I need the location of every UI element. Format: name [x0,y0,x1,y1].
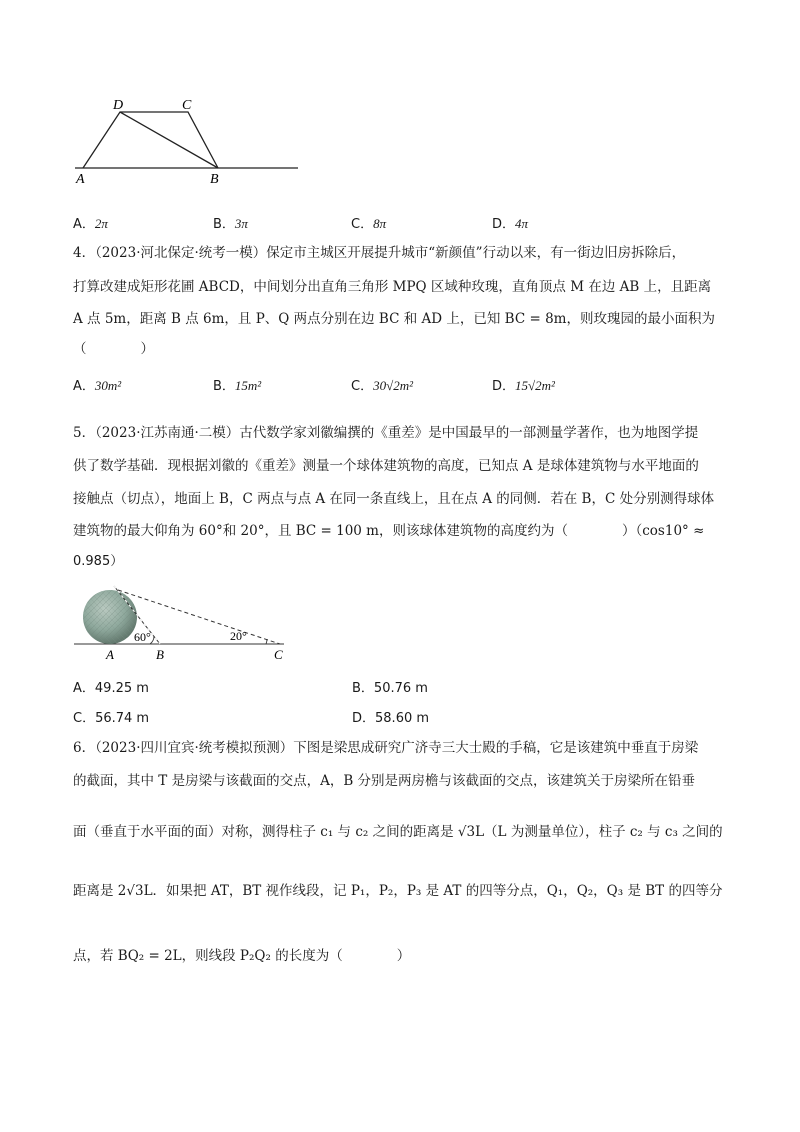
sphere-figure [70,578,300,662]
q5-line-1: 5．（2023·江苏南通·二模）古代数学家刘徽编撰的《重差》是中国最早的一部测量学著作，也为地图学提 [73,425,699,441]
q4-option-d[interactable]: D．15√2m² [492,378,555,394]
q3-option-d[interactable]: D．4π [492,216,529,232]
label-c: C [274,647,283,662]
q3-option-a[interactable]: A．2π [73,216,108,232]
q4-option-c[interactable]: C．30√2m² [351,378,413,394]
q4-line-2: 打算改建成矩形花圃 ABCD，中间划分出直角三角形 MPQ 区域种玫瑰，直角顶点 M 在边 AB 上，且距离 [73,279,712,295]
q5-line-4: 建筑物的最大仰角为 60°和 20°，且 BC = 100 m，则该球体建筑物的高度约为（ ）（cos10° ≈ [73,523,705,539]
angle-20-label: 20° [230,629,247,643]
q3-option-c[interactable]: C．8π [351,216,387,232]
label-d: D [113,98,124,113]
q5-line-5: 0.985） [73,554,124,569]
q6-line-3: 面（垂直于水平面的面）对称，测得柱子 c₁ 与 c₂ 之间的距离是 √3L（L 为测量单位），柱子 c₂ 与 c₃ 之间的 [73,824,723,840]
q6-line-4: 距离是 2√3L．如果把 AT，BT 视作线段，记 P₁，P₂，P₃ 是 AT 的四等分点，Q₁，Q₂，Q₃ 是 BT 的四等分 [73,883,723,899]
q6-line-5: 点，若 BQ₂ = 2L，则线段 P₂Q₂ 的长度为（ ） [73,948,411,964]
q4-line-4: （ ） [73,341,154,357]
label-b: B [156,647,164,662]
q5-option-a[interactable]: A．49.25 m [73,681,149,696]
trapezoid-figure [70,95,310,185]
q5-option-c[interactable]: C．56.74 m [73,711,150,726]
q4-option-a[interactable]: A．30m² [73,378,122,394]
q6-line-1: 6．（2023·四川宜宾·统考模拟预测）下图是梁思成研究广济寺三大士殿的手稿，它是该建筑中垂直于房梁 [73,740,699,756]
q6-line-2: 的截面，其中 T 是房梁与该截面的交点，A，B 分别是两房檐与该截面的交点，该建筑关于房梁所在铅垂 [73,773,696,789]
label-b: B [210,172,219,185]
q4-line-1: 4．（2023·河北保定·统考一模）保定市主城区开展提升城市“新颜值”行动以来，有一街边旧房拆除后， [73,245,686,261]
label-c: C [182,98,192,113]
q4-option-b[interactable]: B．15m² [213,378,262,394]
label-a: A [76,172,85,185]
q3-option-b[interactable]: B．3π [213,216,248,232]
q5-line-2: 供了数学基础．现根据刘徽的《重差》测量一个球体建筑物的高度，已知点 A 是球体建筑物与水平地面的 [73,458,699,474]
q5-line-3: 接触点（切点），地面上 B，C 两点与点 A 在同一条直线上，且在点 A 的同侧．若在 B，C 处分别测得球体 [73,491,715,507]
q5-option-d[interactable]: D．58.60 m [352,711,430,726]
label-a: A [106,647,114,662]
angle-60-label: 60° [134,630,151,644]
q4-line-3: A 点 5m，距离 B 点 6m，且 P、Q 两点分别在边 BC 和 AD 上，已知 BC = 8m，则玫瑰园的最小面积为 [73,311,715,327]
q5-option-b[interactable]: B．50.76 m [352,681,428,696]
